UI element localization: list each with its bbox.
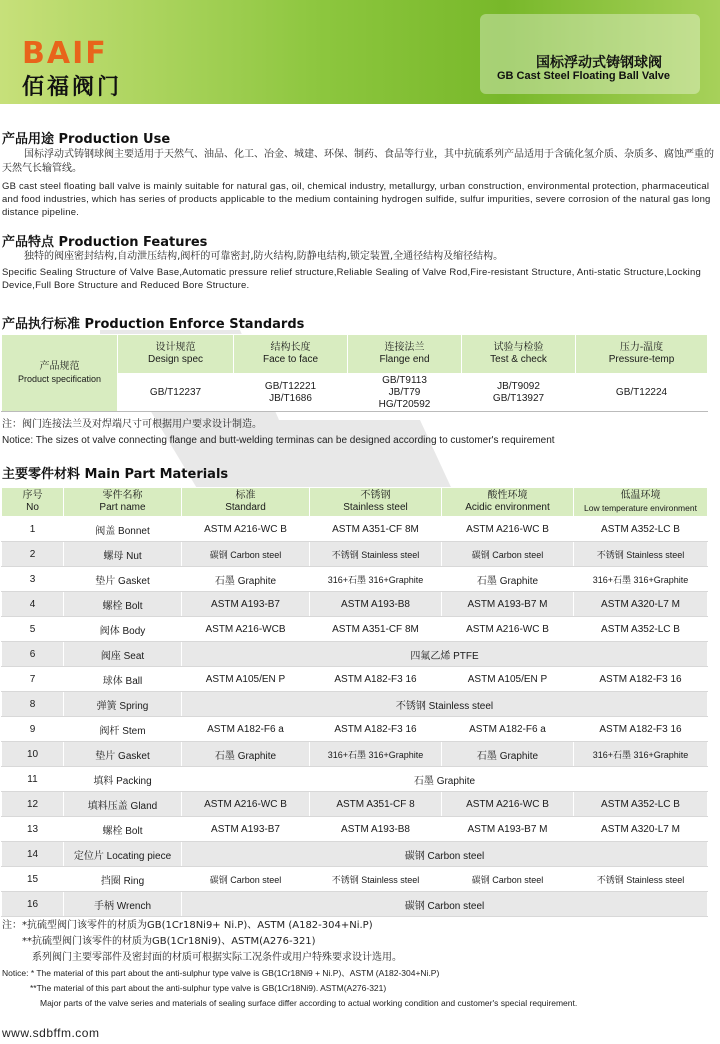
part-name: 螺栓 Bolt <box>64 592 182 617</box>
material-span: 四氟乙烯 PTFE <box>182 642 708 667</box>
table-row <box>2 842 708 867</box>
table-row <box>2 817 708 842</box>
material-low-temp: ASTM A352-LC B <box>574 517 708 542</box>
material-standard: ASTM A182-F6 a <box>182 717 310 742</box>
row-number: 2 <box>2 542 64 567</box>
material-low-temp: ASTM A352-LC B <box>574 792 708 817</box>
std-header-pressure: 压力-温度 Pressure-temp <box>576 335 708 374</box>
mat-header-standard: 标准 Standard <box>182 488 310 517</box>
material-low-temp: 316+石墨 316+Graphite <box>574 567 708 592</box>
part-name: 挡圈 Ring <box>64 867 182 892</box>
material-acidic: ASTM A216-WC B <box>442 792 574 817</box>
section-title-features: 产品特点 Production Features <box>2 235 208 250</box>
material-acidic: 石墨 Graphite <box>442 567 574 592</box>
material-standard: 石墨 Graphite <box>182 567 310 592</box>
material-standard: ASTM A216-WC B <box>182 792 310 817</box>
table-row <box>2 717 708 742</box>
features-text-cn: 独特的阀座密封结构,自动泄压结构,阀杆的可靠密封,防火结构,防静电结构,锁定装置,全通径结构及缩径结构。 <box>24 251 504 262</box>
table-row <box>2 542 708 567</box>
part-name: 螺栓 Bolt <box>64 817 182 842</box>
material-span: 碳钢 Carbon steel <box>182 842 708 867</box>
mat-header-acidic: 酸性环境 Acidic environment <box>442 488 574 517</box>
note-cn-2: **抗硫型阀门该零件的材质为GB(1Cr18Ni9)、ASTM(A276-321) <box>22 936 316 947</box>
row-number: 9 <box>2 717 64 742</box>
brand-name-cn: 佰福阀门 <box>22 75 123 100</box>
material-standard: ASTM A216-WCB <box>182 617 310 642</box>
features-text-en: Specific Sealing Structure of Valve Base,Automatic pressure relief structure,Reliable Sealing of Valve Rod,Fire-resistant Structure, Anti-static Structure,Locking Device,Full Bore Structure and Reduced Bore Structure. <box>2 267 701 291</box>
material-span: 石墨 Graphite <box>182 767 708 792</box>
material-acidic: ASTM A216-WC B <box>442 617 574 642</box>
material-stainless: ASTM A182-F3 16 <box>310 667 442 692</box>
material-standard: 碳钢 Carbon steel <box>182 867 310 892</box>
mat-header-part: 零件名称 Part name <box>64 488 182 517</box>
std-value-test: JB/T9092 GB/T13927 <box>462 374 576 412</box>
material-acidic: 石墨 Graphite <box>442 742 574 767</box>
part-name: 垫片 Gasket <box>64 567 182 592</box>
part-name: 阀体 Body <box>64 617 182 642</box>
table-row <box>2 517 708 542</box>
material-span: 碳钢 Carbon steel <box>182 892 708 917</box>
material-acidic: 碳钢 Carbon steel <box>442 542 574 567</box>
std-value-face: GB/T12221 JB/T1686 <box>234 374 348 412</box>
table-row <box>2 592 708 617</box>
part-name: 球体 Ball <box>64 667 182 692</box>
material-low-temp: 不锈钢 Stainless steel <box>574 542 708 567</box>
material-low-temp: ASTM A320-L7 M <box>574 592 708 617</box>
note-cn-1: 注：*抗硫型阀门该零件的材质为GB(1Cr18Ni9+ Ni.P)、ASTM (A182-304+Ni.P) <box>2 920 373 931</box>
row-number: 8 <box>2 692 64 717</box>
product-title-cn: 国标浮动式铸钢球阀 <box>536 55 662 71</box>
std-value-design: GB/T12237 <box>118 374 234 412</box>
material-low-temp: ASTM A320-L7 M <box>574 817 708 842</box>
material-stainless: ASTM A351-CF 8M <box>310 617 442 642</box>
material-stainless: 不锈钢 Stainless steel <box>310 542 442 567</box>
mat-header-low-temp: 低温环境 Low temperature environment <box>574 488 708 517</box>
material-low-temp: ASTM A182-F3 16 <box>574 717 708 742</box>
material-stainless: ASTM A351-CF 8 <box>310 792 442 817</box>
table-row <box>2 617 708 642</box>
part-name: 阀杆 Stem <box>64 717 182 742</box>
part-name: 定位片 Locating piece <box>64 842 182 867</box>
row-number: 6 <box>2 642 64 667</box>
material-acidic: ASTM A182-F6 a <box>442 717 574 742</box>
part-name: 垫片 Gasket <box>64 742 182 767</box>
table-row <box>2 667 708 692</box>
row-number: 4 <box>2 592 64 617</box>
spec-label-cell <box>2 335 118 412</box>
note-cn-3: 系列阀门主要零部件及密封面的材质可根据实际工况条件或用户特殊要求设计选用。 <box>32 952 402 963</box>
std-value-pressure: GB/T12224 <box>576 374 708 412</box>
row-number: 16 <box>2 892 64 917</box>
note-en-2: **The material of this part about the anti-sulphur type valve is GB(1Cr18Ni9). ASTM(A276-321) <box>30 983 387 993</box>
material-low-temp: ASTM A352-LC B <box>574 617 708 642</box>
material-acidic: ASTM A105/EN P <box>442 667 574 692</box>
std-header-test: 试验与检验 Test & check <box>462 335 576 374</box>
footer-url[interactable]: www.sdbffm.com <box>2 1026 100 1040</box>
notes-block <box>2 918 718 1011</box>
part-name: 手柄 Wrench <box>64 892 182 917</box>
material-acidic: 碳钢 Carbon steel <box>442 867 574 892</box>
material-standard: ASTM A193-B7 <box>182 592 310 617</box>
material-stainless: ASTM A351-CF 8M <box>310 517 442 542</box>
std-header-face: 结构长度 Face to face <box>234 335 348 374</box>
table-row <box>2 692 708 717</box>
material-stainless: ASTM A193-B8 <box>310 592 442 617</box>
brand-logo: BAIF <box>22 36 108 71</box>
std-header-flange: 连接法兰 Flange end <box>348 335 462 374</box>
row-number: 1 <box>2 517 64 542</box>
row-number: 15 <box>2 867 64 892</box>
row-number: 13 <box>2 817 64 842</box>
material-acidic: ASTM A216-WC B <box>442 517 574 542</box>
section-title-materials: 主要零件材料 Main Part Materials <box>2 467 229 482</box>
use-text-cn: 国标浮动式铸钢球阀主要适用于天然气、油品、化工、冶金、城建、环保、制药、食品等行业，其中抗硫系列产品适用于含硫化氢介质、杂质多、腐蚀严重的天然气长输管线。 <box>2 149 714 174</box>
mat-header-no: 序号 No <box>2 488 64 517</box>
header-banner <box>0 0 720 104</box>
std-header-design: 设计规范 Design spec <box>118 335 234 374</box>
part-name: 阀盖 Bonnet <box>64 517 182 542</box>
row-number: 10 <box>2 742 64 767</box>
standards-table <box>1 334 708 412</box>
table-row <box>2 767 708 792</box>
material-span: 不锈钢 Stainless steel <box>182 692 708 717</box>
table-row <box>2 567 708 592</box>
part-name: 弹簧 Spring <box>64 692 182 717</box>
row-number: 5 <box>2 617 64 642</box>
section-title-use: 产品用途 Production Use <box>2 132 171 147</box>
part-name: 螺母 Nut <box>64 542 182 567</box>
spec-label-cn: 产品规范 <box>39 361 80 372</box>
table-row <box>2 792 708 817</box>
material-standard: 碳钢 Carbon steel <box>182 542 310 567</box>
use-text-en: GB cast steel floating ball valve is mainly suitable for natural gas, oil, chemical industry, metallurgy, urban construction, environmental protection, pharmaceutical and food industries, which has series of products applicable to the medium containing hydrogen sulfide, sulfur impurities, severe corrosion of the natural gas long distance pipeline. <box>2 181 711 218</box>
table-row <box>2 642 708 667</box>
mat-header-stainless: 不锈钢 Stainless steel <box>310 488 442 517</box>
spec-label-en: Product specification <box>17 374 102 384</box>
material-standard: ASTM A105/EN P <box>182 667 310 692</box>
standards-note-cn: 注：阀门连接法兰及对焊端尺寸可根据用户要求设计制造。 <box>2 419 262 430</box>
material-low-temp: 不锈钢 Stainless steel <box>574 867 708 892</box>
material-stainless: 316+石墨 316+Graphite <box>310 742 442 767</box>
product-title-en: GB Cast Steel Floating Ball Valve <box>497 70 670 82</box>
row-number: 12 <box>2 792 64 817</box>
row-number: 3 <box>2 567 64 592</box>
row-number: 14 <box>2 842 64 867</box>
material-standard: ASTM A216-WC B <box>182 517 310 542</box>
standards-note-en: Notice: The sizes ot valve connecting flange and butt-welding terminas can be designed according to customer's requirement <box>2 435 555 446</box>
material-acidic: ASTM A193-B7 M <box>442 592 574 617</box>
materials-table <box>1 487 708 917</box>
part-name: 填料压盖 Gland <box>64 792 182 817</box>
row-number: 7 <box>2 667 64 692</box>
material-stainless: 不锈钢 Stainless steel <box>310 867 442 892</box>
note-en-3: Major parts of the valve series and materials of sealing surface differ according to actual working condition and customer's special requirement. <box>40 998 578 1008</box>
part-name: 填料 Packing <box>64 767 182 792</box>
table-row <box>2 742 708 767</box>
part-name: 阀座 Seat <box>64 642 182 667</box>
table-row <box>2 867 708 892</box>
material-low-temp: ASTM A182-F3 16 <box>574 667 708 692</box>
material-standard: ASTM A193-B7 <box>182 817 310 842</box>
material-acidic: ASTM A193-B7 M <box>442 817 574 842</box>
std-value-flange: GB/T9113 JB/T79 HG/T20592 <box>348 374 462 412</box>
material-stainless: ASTM A182-F3 16 <box>310 717 442 742</box>
table-row <box>2 892 708 917</box>
note-en-1: Notice: * The material of this part about the anti-sulphur type valve is GB(1Cr18Ni9 + Ni.P)、ASTM (A182-304+Ni.P) <box>2 968 440 978</box>
row-number: 11 <box>2 767 64 792</box>
material-stainless: ASTM A193-B8 <box>310 817 442 842</box>
material-low-temp: 316+石墨 316+Graphite <box>574 742 708 767</box>
material-standard: 石墨 Graphite <box>182 742 310 767</box>
material-stainless: 316+石墨 316+Graphite <box>310 567 442 592</box>
section-title-standards: 产品执行标准 Production Enforce Standards <box>2 317 305 332</box>
